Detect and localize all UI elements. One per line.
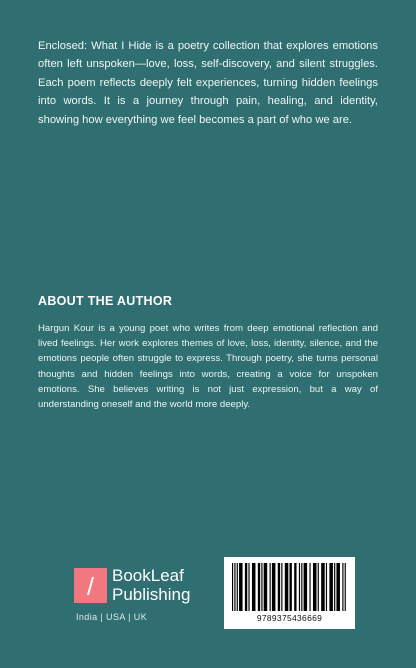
barcode-bar xyxy=(326,563,327,611)
barcode-bar xyxy=(237,563,238,611)
book-synopsis: Enclosed: What I Hide is a poetry collection that explores emotions often left unspoken—love, loss, self-discovery, and silent struggles. Each poem reflects deeply felt experiences, turning hidden feelings into words. It is a journey through pain, healing, and identity, showing how everything we feel becomes a part of who we are. xyxy=(38,40,378,126)
publisher-name xyxy=(112,566,222,604)
barcode-bar xyxy=(301,563,302,611)
barcode-bar xyxy=(299,563,300,611)
barcode-bar xyxy=(336,563,340,611)
barcode-bar xyxy=(345,563,346,611)
barcode-bar xyxy=(334,563,335,611)
publisher-name-line2: Publishing xyxy=(112,585,191,604)
barcode-bar xyxy=(313,563,317,611)
publisher-block xyxy=(74,566,214,636)
publisher-locations: India | USA | UK xyxy=(76,612,148,622)
barcode-bars xyxy=(232,563,347,611)
barcode-bar xyxy=(272,563,276,611)
isbn-number: 9789375436669 xyxy=(256,613,323,623)
barcode-bar xyxy=(264,563,268,611)
barcode-bar xyxy=(309,563,310,611)
publisher-name-line1: BookLeaf xyxy=(112,566,184,585)
barcode-bar xyxy=(285,563,289,611)
barcode-bar xyxy=(290,563,292,611)
publisher-logo-icon xyxy=(74,568,107,603)
about-author-heading: ABOUT THE AUTHOR xyxy=(38,294,173,308)
barcode-bar xyxy=(304,563,308,611)
barcode-bar xyxy=(342,563,343,611)
barcode-bar xyxy=(329,563,333,611)
barcode-bar xyxy=(232,563,233,611)
barcode-bar xyxy=(281,563,282,611)
barcode-bar xyxy=(248,563,249,611)
barcode-bar xyxy=(294,563,296,611)
isbn-barcode xyxy=(224,557,355,629)
barcode-bar xyxy=(270,563,271,611)
barcode-bar xyxy=(234,563,235,611)
barcode-bar xyxy=(239,563,243,611)
barcode-bar xyxy=(318,563,319,611)
barcode-bar xyxy=(261,563,262,611)
barcode-bar xyxy=(258,563,260,611)
about-author-text: Hargun Kour is a young poet who writes from deep emotional reflection and lived feelings. Her work explores themes of love, loss, identity, silence, and the emotions people often struggle to express. Through poetry, she turns personal thoughts and hidden feelings into words, creating a voice for unspoken emotions. She believes writing is not just expression, but a way of understanding oneself and the world more deeply. xyxy=(38,323,378,411)
barcode-bar xyxy=(245,563,247,611)
barcode-bar xyxy=(278,563,280,611)
barcode-bar xyxy=(321,563,325,611)
barcode-bar xyxy=(252,563,256,611)
